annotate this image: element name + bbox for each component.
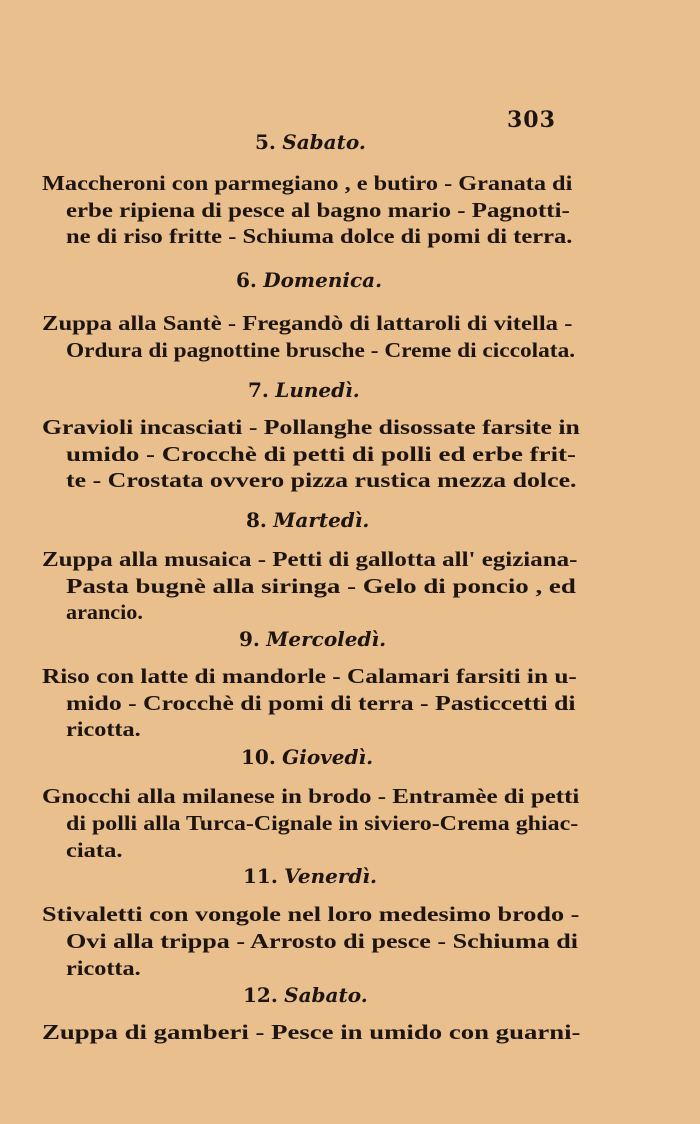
day-number: 10.	[241, 745, 276, 769]
menu-line: Stivaletti con vongole nel loro medesimo brodo -	[42, 902, 580, 926]
menu-line: Zuppa alla musaica - Petti di gallotta all' egiziana-	[42, 547, 578, 571]
day-number: 5.	[255, 130, 276, 154]
menu-line: ciata.	[66, 838, 123, 862]
menu-line: umido - Crocchè di petti di polli ed erbe frit-	[66, 442, 576, 466]
day-heading	[243, 983, 700, 1007]
day-number: 11.	[243, 864, 278, 888]
menu-line: ricotta.	[66, 717, 141, 741]
menu-line: di polli alla Turca-Cignale in siviero-Crema ghiac-	[66, 811, 579, 835]
day-name: Venerdì.	[284, 864, 377, 888]
day-number: 8.	[246, 508, 267, 532]
day-name: Domenica.	[263, 268, 383, 292]
page-number: 303	[507, 107, 556, 133]
day-name: Lunedì.	[275, 378, 360, 402]
day-heading	[243, 864, 700, 888]
menu-line: Pasta bugnè alla siringa - Gelo di poncio , ed	[66, 574, 576, 598]
menu-line: Gnocchi alla milanese in brodo - Entramèe di petti	[42, 784, 580, 808]
day-heading	[255, 130, 700, 154]
day-heading	[246, 508, 700, 532]
menu-line: mido - Crocchè di pomi di terra - Pasticcetti di	[66, 691, 576, 715]
day-heading	[241, 745, 700, 769]
menu-line: te - Crostata ovvero pizza rustica mezza dolce.	[66, 468, 577, 492]
menu-line: ricotta.	[66, 956, 141, 980]
day-number: 6.	[236, 268, 257, 292]
menu-line: arancio.	[66, 600, 143, 624]
menu-line: Ovi alla trippa - Arrosto di pesce - Schiuma di	[66, 929, 579, 953]
day-heading	[248, 378, 700, 402]
menu-line: Ordura di pagnottine brusche - Creme di ciccolata.	[66, 338, 576, 362]
menu-line: ne di riso fritte - Schiuma dolce di pomi di terra.	[66, 224, 573, 248]
day-name: Sabato.	[282, 130, 366, 154]
menu-line: erbe ripiena di pesce al bagno mario - Pagnotti-	[66, 198, 570, 222]
day-name: Martedì.	[273, 508, 370, 532]
day-heading	[236, 268, 700, 292]
day-number: 7.	[248, 378, 269, 402]
menu-line: Zuppa alla Santè - Fregandò di lattaroli di vitella -	[42, 311, 573, 335]
menu-line: Maccheroni con parmegiano , e butiro - Granata di	[42, 171, 573, 195]
day-number: 9.	[239, 627, 260, 651]
day-name: Mercoledì.	[266, 627, 387, 651]
day-name: Sabato.	[284, 983, 368, 1007]
menu-line: Gravioli incasciati - Pollanghe disossate farsite in	[42, 415, 580, 439]
menu-line: Zuppa di gamberi - Pesce in umido con guarni-	[42, 1020, 581, 1044]
day-heading	[239, 627, 700, 651]
day-name: Giovedì.	[282, 745, 374, 769]
menu-line: Riso con latte di mandorle - Calamari farsiti in u-	[42, 664, 577, 688]
day-number: 12.	[243, 983, 278, 1007]
